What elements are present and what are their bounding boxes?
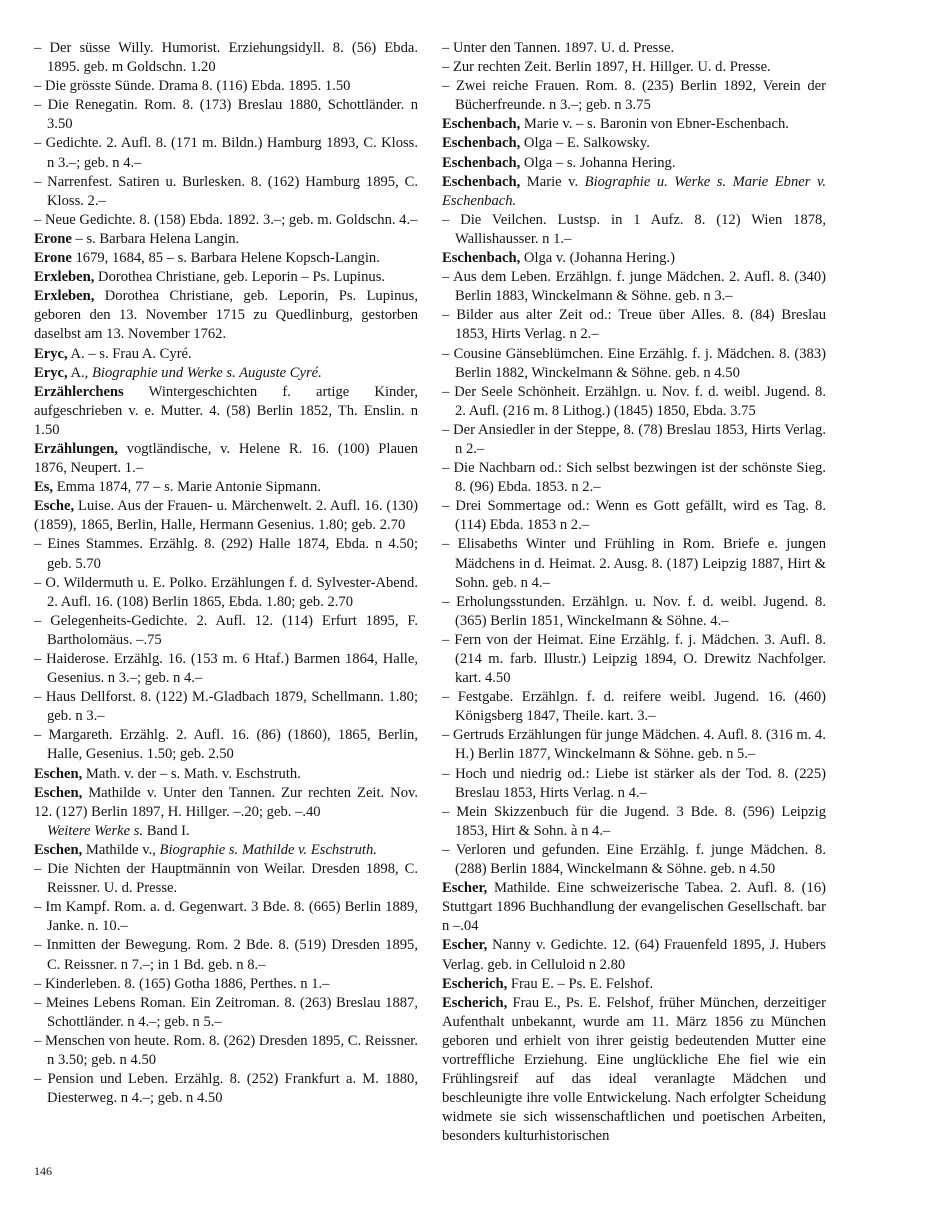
index-entry-heading bbox=[442, 994, 826, 1147]
page-number: 146 bbox=[34, 1164, 52, 1178]
left-column bbox=[34, 39, 418, 1108]
entry-text: – Aus dem Leben. Erzählgn. f. junge Mädchen. 2. Aufl. 8. (340) Berlin 1883, Winckelmann & Söhne. geb. n 3.– bbox=[442, 269, 826, 305]
index-entry-work bbox=[34, 822, 418, 841]
entry-name: Esche, bbox=[34, 498, 75, 515]
entry-text: – O. Wildermuth u. E. Polko. Erzählungen f. d. Sylvester-Abend. 2. Aufl. 16. (108) Berlin 1865, Ebda. 1.80; geb. 2.70 bbox=[34, 574, 418, 610]
index-entry-work bbox=[442, 77, 826, 115]
index-entry-work bbox=[34, 39, 418, 77]
index-entry-heading bbox=[442, 879, 826, 936]
index-entry-work bbox=[442, 497, 826, 535]
entry-text: Mathilde v., bbox=[82, 841, 160, 858]
entry-text: – Verloren und gefunden. Eine Erzählg. f. junge Mädchen. 8. (288) Berlin 1884, Winckelmann & Söhne. geb. n 4.50 bbox=[442, 841, 826, 878]
index-entry-work bbox=[442, 383, 826, 421]
index-entry-work bbox=[34, 994, 418, 1032]
entry-text: vogtländische, v. Helene R. 16. (100) Plauen 1876, Neupert. 1.– bbox=[34, 440, 418, 477]
index-entry-work bbox=[34, 688, 418, 726]
entry-text: – Der Ansiedler in der Steppe, 8. (78) Breslau 1853, Hirts Verlag. n 2.– bbox=[442, 421, 826, 457]
index-entry-work bbox=[34, 211, 418, 230]
entry-text: – Margareth. Erzählg. 2. Aufl. 16. (86) (1860), 1865, Berlin, Halle, Gesenius. 1.50; geb. 2.50 bbox=[34, 727, 418, 763]
entry-text: – Bilder aus alter Zeit od.: Treue über Alles. 8. (84) Breslau 1853, Hirts Verlag. n 2.– bbox=[442, 307, 826, 343]
entry-text: Biographie s. Mathilde v. Eschstruth. bbox=[159, 841, 377, 858]
entry-name: Erzählerchens bbox=[34, 383, 124, 400]
index-entry-work bbox=[34, 574, 418, 612]
index-entry-work bbox=[34, 77, 418, 96]
entry-text: – Cousine Gänseblümchen. Eine Erzählg. f. j. Mädchen. 8. (383) Berlin 1882, Winckelmann & Söhne. geb. n 4.50 bbox=[442, 345, 826, 381]
entry-name: Erxleben, bbox=[34, 269, 95, 286]
entry-text: – Gertruds Erzählungen für junge Mädchen. 4. Aufl. 8. (316 m. 4. H.) Berlin 1877, Winckelmann & Söhne. geb. n 5.– bbox=[442, 727, 826, 763]
entry-text: – Die Nichten der Hauptmännin von Weilar. Dresden 1898, C. Reissner. U. d. Presse. bbox=[34, 861, 418, 897]
entry-text: – Erholungsstunden. Erzählgn. u. Nov. f. d. weibl. Jugend. 8. (365) Berlin 1851, Winckelmann & Söhne. 4.– bbox=[442, 593, 826, 629]
entry-text: Band I. bbox=[143, 822, 190, 839]
entry-text: – Haiderose. Erzählg. 16. (153 m. 6 Htaf.) Barmen 1864, Halle, Gesenius. n 3.–; geb. n 4.– bbox=[34, 651, 418, 687]
index-entry-work bbox=[442, 459, 826, 497]
entry-name: Escherich, bbox=[442, 975, 508, 992]
entry-text: Mathilde v. Unter den Tannen. Zur rechten Zeit. Nov. 12. (127) Berlin 1897, H. Hillger. –.20; geb. –.40 bbox=[34, 784, 418, 820]
entry-text: Frau E. – Ps. E. Felshof. bbox=[507, 975, 654, 992]
index-entry-heading bbox=[442, 154, 826, 173]
entry-text: Wintergeschichten f. artige Kinder, aufgeschrieben v. e. Mutter. 4. (58) Berlin 1852, Th. Enslin. n 1.50 bbox=[34, 383, 418, 438]
entry-text: – Zwei reiche Frauen. Rom. 8. (235) Berlin 1892, Verein der Bücherfreunde. n 3.–; geb. n 3.75 bbox=[442, 78, 826, 114]
index-entry-work bbox=[34, 975, 418, 994]
entry-name: Erone bbox=[34, 230, 72, 247]
index-entry-heading bbox=[34, 383, 418, 440]
entry-text: Mathilde. Eine schweizerische Tabea. 2. Aufl. 8. (16) Stuttgart 1896 Buchhandlung der evangelischen Gesellschaft. bar n –.04 bbox=[442, 880, 826, 935]
entry-name: Eschenbach, bbox=[442, 173, 521, 190]
index-entry-heading bbox=[34, 249, 418, 268]
index-entry-work bbox=[442, 268, 826, 306]
index-entry-work bbox=[34, 612, 418, 650]
index-entry-heading bbox=[34, 287, 418, 344]
entry-text: Dorothea Christiane, geb. Leporin – Ps. Lupinus. bbox=[94, 269, 386, 286]
entry-text: – Inmitten der Bewegung. Rom. 2 Bde. 8. (519) Dresden 1895, C. Reissner. n 7.–; in 1 Bd. geb. n 8.– bbox=[34, 937, 418, 973]
index-entry-heading bbox=[442, 249, 826, 268]
index-entry-work bbox=[442, 688, 826, 726]
entry-text: Biographie u. Werke s. Marie Ebner v. Eschenbach. bbox=[442, 173, 826, 209]
entry-text: – Hoch und niedrig od.: Liebe ist stärker als der Tod. 8. (225) Breslau 1853, Hirts Verlag. n 4.– bbox=[442, 765, 826, 801]
index-entry-heading bbox=[442, 134, 826, 153]
index-entry-heading bbox=[34, 765, 418, 784]
entry-name: Escher, bbox=[442, 937, 488, 954]
entry-text: – Meines Lebens Roman. Ein Zeitroman. 8. (263) Breslau 1887, Schottländer. n 4.–; geb. n 5.– bbox=[34, 994, 418, 1030]
entry-name: Eschen, bbox=[34, 841, 83, 858]
entry-text: – Elisabeths Winter und Frühling in Rom. Briefe e. jungen Mädchens in d. Heimat. 2. Ausg. 8. (187) Leipzig 1887, Hirt & Sohn. geb. n 4.– bbox=[442, 536, 826, 591]
index-entry-work bbox=[34, 898, 418, 936]
entry-text: – Narrenfest. Satiren u. Burlesken. 8. (162) Hamburg 1895, C. Kloss. 2.– bbox=[34, 173, 418, 209]
entry-text: – Die Renegatin. Rom. 8. (173) Breslau 1880, Schottländer. n 3.50 bbox=[34, 97, 418, 133]
entry-text: Marie v. bbox=[520, 173, 585, 190]
entry-name: Eschenbach, bbox=[442, 135, 521, 152]
entry-name: Eschenbach, bbox=[442, 116, 521, 133]
index-entry-heading bbox=[34, 784, 418, 822]
index-entry-heading bbox=[34, 478, 418, 497]
index-entry-work bbox=[442, 345, 826, 383]
index-entry-work bbox=[442, 593, 826, 631]
entry-name: Eschen, bbox=[34, 784, 83, 801]
index-entry-work bbox=[34, 134, 418, 172]
entry-name: Eschen, bbox=[34, 765, 83, 782]
entry-text: Luise. Aus der Frauen- u. Märchenwelt. 2. Aufl. 16. (130) (1859), 1865, Berlin, Halle, Hermann Gesenius. 1.80; geb. 2.70 bbox=[34, 498, 418, 534]
index-entry-heading bbox=[34, 497, 418, 535]
index-entry-work bbox=[442, 58, 826, 77]
index-entry-heading bbox=[34, 345, 418, 364]
index-entry-heading bbox=[442, 173, 826, 211]
index-entry-work bbox=[34, 726, 418, 764]
index-entry-heading bbox=[442, 115, 826, 134]
index-entry-work bbox=[442, 803, 826, 841]
index-entry-work bbox=[442, 841, 826, 879]
entry-text: – Unter den Tannen. 1897. U. d. Presse. bbox=[442, 40, 675, 56]
entry-text: – Menschen von heute. Rom. 8. (262) Dresden 1895, C. Reissner. n 3.50; geb. n 4.50 bbox=[34, 1032, 418, 1068]
index-entry-work bbox=[442, 765, 826, 803]
entry-text: Dorothea Christiane, geb. Leporin, Ps. Lupinus, geboren den 13. November 1715 zu Quedlinburg, gestorben daselbst am 13. November 1762. bbox=[34, 288, 418, 343]
index-entry-work bbox=[442, 306, 826, 344]
entry-name: Es, bbox=[34, 479, 54, 496]
entry-text: – Die grösste Sünde. Drama 8. (116) Ebda. 1895. 1.50 bbox=[34, 78, 351, 95]
entry-text: – Neue Gedichte. 8. (158) Ebda. 1892. 3.–; geb. m. Goldschn. 4.– bbox=[34, 211, 418, 228]
index-entry-work bbox=[34, 535, 418, 573]
entry-text: A., bbox=[67, 364, 92, 381]
entry-name: Eschenbach, bbox=[442, 154, 521, 171]
entry-text: – Gedichte. 2. Aufl. 8. (171 m. Bildn.) Hamburg 1893, C. Kloss. n 3.–; geb. n 4.– bbox=[34, 135, 418, 171]
index-entry-work bbox=[34, 860, 418, 898]
entry-text: – s. Barbara Helena Langin. bbox=[71, 230, 240, 247]
entry-text: – Der süsse Willy. Humorist. Erziehungsidyll. 8. (56) Ebda. 1895. geb. m Goldschn. 1.20 bbox=[34, 40, 418, 76]
entry-name: Eryc, bbox=[34, 364, 68, 381]
entry-text: – Festgabe. Erzählgn. f. d. reifere weibl. Jugend. 16. (460) Königsberg 1847, Theile. kart. 3.– bbox=[442, 689, 826, 725]
entry-name: Erxleben, bbox=[34, 288, 95, 305]
index-entry-heading bbox=[442, 975, 826, 994]
entry-text: Math. v. der – s. Math. v. Eschstruth. bbox=[82, 765, 301, 782]
index-entry-work bbox=[442, 726, 826, 764]
entry-text: – Fern von der Heimat. Eine Erzählg. f. j. Mädchen. 3. Aufl. 8. (214 m. farb. Illustr.) Leipzig 1894, O. Drewitz Nachfolger. kart. 4.50 bbox=[442, 631, 826, 687]
entry-text: Frau E., Ps. E. Felshof, früher München, derzeitiger Aufenthalt unbekannt, wurde am 11. März 1856 zu München geboren und erhielt von ihrer geistig bedeutenden Mutter eine vortreffliche Erziehung. Eine unglückliche Ehe fiel wie ein Frühlingsreif auf das ideal veranlagte Mädchen und beschleunigte ihre volle Entwickelung. Nach erfolgter Scheidung widmete sie sich wissenschaftlichen und poetischen Arbeiten, besonders kulturhistorischen bbox=[442, 994, 826, 1145]
entry-text: – Gelegenheits-Gedichte. 2. Aufl. 12. (114) Erfurt 1895, F. Bartholomäus. –.75 bbox=[34, 612, 418, 648]
index-entry-heading bbox=[442, 936, 826, 974]
entry-name: Eryc, bbox=[34, 345, 68, 362]
entry-text: – Die Nachbarn od.: Sich selbst bezwingen ist der schönste Sieg. 8. (96) Ebda. 1853. n 2.– bbox=[442, 460, 826, 496]
entry-text: – Im Kampf. Rom. a. d. Gegenwart. 3 Bde. 8. (665) Berlin 1889, Janke. n. 10.– bbox=[34, 899, 418, 935]
entry-name: Erone bbox=[34, 250, 72, 267]
index-entry-heading bbox=[34, 841, 418, 860]
index-entry-heading bbox=[34, 230, 418, 249]
index-entry-work bbox=[442, 211, 826, 249]
index-entry-work bbox=[34, 1032, 418, 1070]
index-entry-heading bbox=[34, 364, 418, 383]
entry-text: – Die Veilchen. Lustsp. in 1 Aufz. 8. (12) Wien 1878, Wallishausser. n 1.– bbox=[442, 211, 826, 247]
index-entry-work bbox=[34, 936, 418, 974]
entry-text: – Pension und Leben. Erzählg. 8. (252) Frankfurt a. M. 1880, Diesterweg. n 4.–; geb. n 4.50 bbox=[34, 1071, 418, 1107]
entry-text: Weitere Werke s. bbox=[47, 822, 144, 839]
entry-text: Biographie und Werke s. Auguste Cyré. bbox=[91, 364, 322, 381]
entry-text: 1679, 1684, 85 – s. Barbara Helene Kopsch-Langin. bbox=[71, 250, 380, 267]
entry-text: – Drei Sommertage od.: Wenn es Gott gefällt, wird es Tag. 8. (114) Ebda. 1853 n 2.– bbox=[442, 498, 826, 534]
index-entry-work bbox=[34, 1070, 418, 1108]
entry-text: – Mein Skizzenbuch für die Jugend. 3 Bde. 8. (596) Leipzig 1853, Hirt & Sohn. à n 4.– bbox=[442, 803, 826, 839]
entry-text: Olga v. (Johanna Hering.) bbox=[520, 250, 675, 267]
index-entry-work bbox=[34, 96, 418, 134]
index-entry-work bbox=[442, 631, 826, 688]
entry-text: – Zur rechten Zeit. Berlin 1897, H. Hillger. U. d. Presse. bbox=[442, 59, 771, 76]
entry-name: Erzählungen, bbox=[34, 440, 118, 457]
index-entry-work bbox=[34, 173, 418, 211]
entry-text: – Haus Dellforst. 8. (122) M.-Gladbach 1879, Schellmann. 1.80; geb. n 3.– bbox=[34, 689, 418, 725]
entry-text: – Eines Stammes. Erzählg. 8. (292) Halle 1874, Ebda. n 4.50; geb. 5.70 bbox=[34, 536, 418, 572]
entry-name: Escherich, bbox=[442, 994, 508, 1011]
entry-text: Olga – s. Johanna Hering. bbox=[520, 154, 676, 171]
entry-text: – Der Seele Schönheit. Erzählgn. u. Nov. f. d. weibl. Jugend. 8. 2. Aufl. (216 m. 8 Lithog.) (1845) 1850, Ebda. 3.75 bbox=[442, 383, 826, 419]
entry-text: Olga – E. Salkowsky. bbox=[520, 135, 650, 152]
entry-name: Eschenbach, bbox=[442, 250, 521, 267]
entry-text: Emma 1874, 77 – s. Marie Antonie Sipmann. bbox=[53, 479, 321, 496]
entry-text: Nanny v. Gedichte. 12. (64) Frauenfeld 1895, J. Hubers Verlag. geb. in Celluloid n 2.80 bbox=[442, 937, 826, 973]
index-entry-work bbox=[442, 39, 826, 58]
entry-text: – Kinderleben. 8. (165) Gotha 1886, Perthes. n 1.– bbox=[34, 975, 330, 992]
index-entry-work bbox=[442, 421, 826, 459]
entry-text: Marie v. – s. Baronin von Ebner-Eschenbach. bbox=[520, 116, 789, 133]
index-entry-heading bbox=[34, 440, 418, 478]
entry-text: A. – s. Frau A. Cyré. bbox=[67, 345, 192, 362]
right-column bbox=[442, 39, 826, 1146]
index-entry-work bbox=[34, 650, 418, 688]
index-entry-work bbox=[442, 535, 826, 592]
entry-name: Escher, bbox=[442, 880, 488, 897]
index-entry-heading bbox=[34, 268, 418, 287]
